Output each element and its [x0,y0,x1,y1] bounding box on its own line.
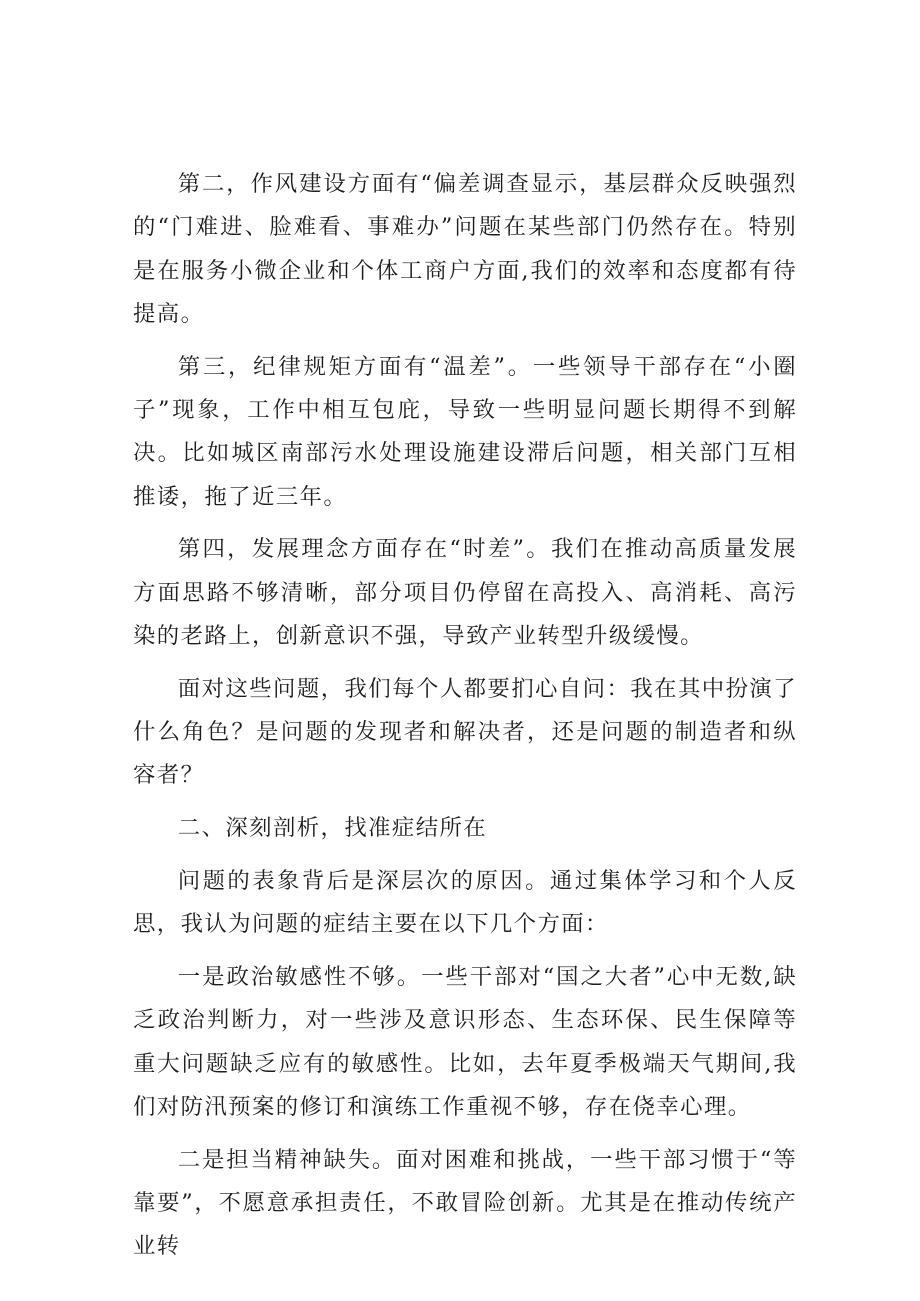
paragraph-style-problem: 第二，作风建设方面有“偏差调查显示，基层群众反映强烈的“门难进、脸难看、事难办”问题在某些部门仍然存在。特别是在服务小微企业和个体工商户方面,我们的效率和态度都有待提高。 [133,171,797,327]
paragraph-self-question: 面对这些问题，我们每个人都要扪心自问：我在其中扮演了什么角色？是问题的发现者和解决者，还是问题的制造者和纵容者？ [133,675,797,789]
paragraph-responsibility-lack: 二是担当精神缺失。面对困难和挑战，一些干部习惯于“等靠要”，不愿意承担责任，不敢冒险创新。尤其是在推动传统产业转 [133,1146,797,1260]
paragraph-development-problem: 第四，发展理念方面存在“时差”。我们在推动高质量发展方面思路不够清晰，部分项目仍停留在高投入、高消耗、高污染的老路上，创新意识不强，导致产业转型升级缓慢。 [133,536,797,649]
paragraph-political-sensitivity: 一是政治敏感性不够。一些干部对“国之大者”心中无数,缺乏政治判断力，对一些涉及意识形态、生态环保、民生保障等重大问题缺乏应有的敏感性。比如，去年夏季极端天气期间,我们对防汛预案的修订和演练工作重视不够，存在侥幸心理。 [133,964,797,1120]
paragraph-analysis-intro: 问题的表象背后是深层次的原因。通过集体学习和个人反思，我认为问题的症结主要在以下几个方面： [133,867,797,938]
document-body [133,163,797,1278]
section-heading-analysis: 二、深刻剖析，找准症结所在 [177,815,488,842]
paragraph-discipline-problem: 第三，纪律规矩方面有“温差”。一些领导干部存在“小圈子”现象，工作中相互包庇，导致一些明显问题长期得不到解决。比如城区南部污水处理设施建设滞后问题，相关部门互相推诿，拖了近三年。 [133,353,797,510]
